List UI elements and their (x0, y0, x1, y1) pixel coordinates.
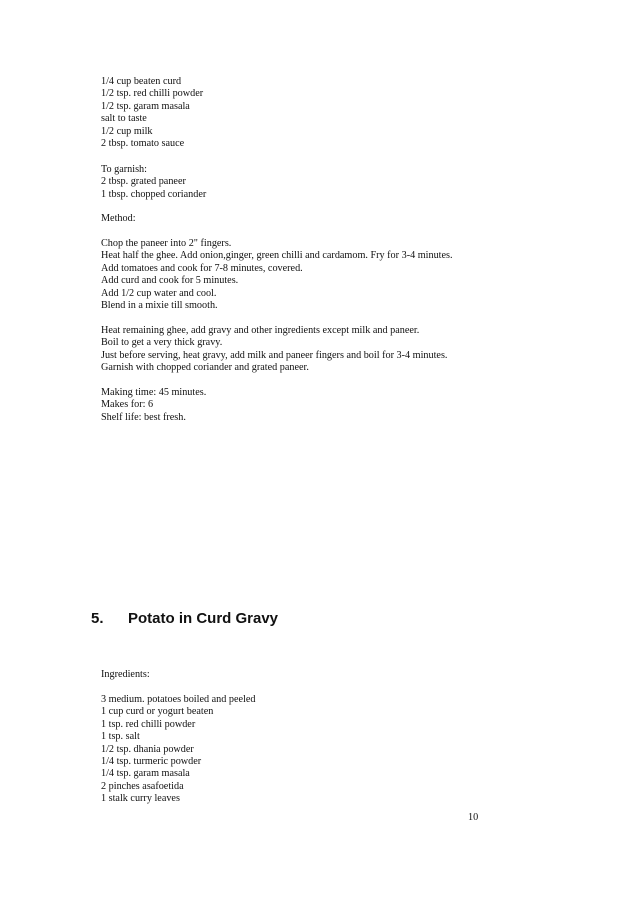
ingredient-item: 1/2 tsp. garam masala (101, 100, 190, 112)
ingredient-item: 1/2 tsp. dhania powder (101, 743, 194, 755)
method-step: Heat remaining ghee, add gravy and other ingredients except milk and paneer. (101, 325, 420, 336)
page-number: 10 (468, 812, 479, 823)
method-step: Garnish with chopped coriander and grated paneer. (101, 362, 309, 374)
method-step: Boil to get a very thick gravy. (101, 337, 223, 349)
garnish-title: To garnish: (101, 164, 147, 175)
making-time: Making time: 45 minutes. (101, 387, 207, 398)
ingredient-item: 1 stalk curry leaves (101, 793, 180, 805)
ingredients-label: Ingredients: (101, 669, 150, 680)
method-steps-2 (101, 325, 447, 375)
method-step: Heat half the ghee. Add onion,ginger, green chilli and cardamom. Fry for 3-4 minutes. (101, 250, 453, 262)
method-step: Just before serving, heat gravy, add milk and paneer fingers and boil for 3-4 minutes. (101, 349, 448, 361)
method-step: Add 1/2 cup water and cool. (101, 287, 217, 299)
garnish-item: 1 tbsp. chopped coriander (101, 188, 207, 200)
ingredient-item: 2 pinches asafoetida (101, 780, 184, 792)
method-label: Method: (101, 213, 136, 224)
ingredient-item: 1/2 tsp. red chilli powder (101, 88, 204, 100)
ingredient-item: 1/4 tsp. garam masala (101, 768, 190, 780)
makes-for: Makes for: 6 (101, 399, 154, 411)
ingredient-item: 3 medium. potatoes boiled and peeled (101, 694, 256, 705)
shelf-life: Shelf life: best fresh. (101, 411, 186, 423)
ingredient-list-bottom (101, 694, 255, 806)
method-step: Add tomatoes and cook for 7-8 minutes, covered. (101, 262, 303, 274)
ingredient-item: 1/4 cup beaten curd (101, 76, 182, 87)
recipe-info (101, 387, 206, 424)
ingredient-item: 1 cup curd or yogurt beaten (101, 706, 214, 718)
garnish-section (101, 164, 206, 201)
ingredient-list-top (101, 76, 203, 150)
recipe-number: 5. (91, 610, 104, 627)
recipe-heading (91, 610, 278, 628)
method-step: Add curd and cook for 5 minutes. (101, 275, 239, 287)
recipe-title: Potato in Curd Gravy (128, 610, 279, 627)
method-step: Chop the paneer into 2" fingers. (101, 238, 232, 249)
ingredient-item: 1/2 cup milk (101, 125, 153, 137)
ingredient-item: 1 tsp. red chilli powder (101, 718, 196, 730)
garnish-item: 2 tbsp. grated paneer (101, 176, 186, 188)
method-steps-1 (101, 238, 453, 312)
ingredient-item: 1 tsp. salt (101, 731, 140, 743)
method-step: Blend in a mixie till smooth. (101, 300, 218, 312)
ingredient-item: salt to taste (101, 113, 147, 125)
ingredient-item: 1/4 tsp. turmeric powder (101, 756, 202, 768)
ingredient-item: 2 tbsp. tomato sauce (101, 138, 185, 150)
